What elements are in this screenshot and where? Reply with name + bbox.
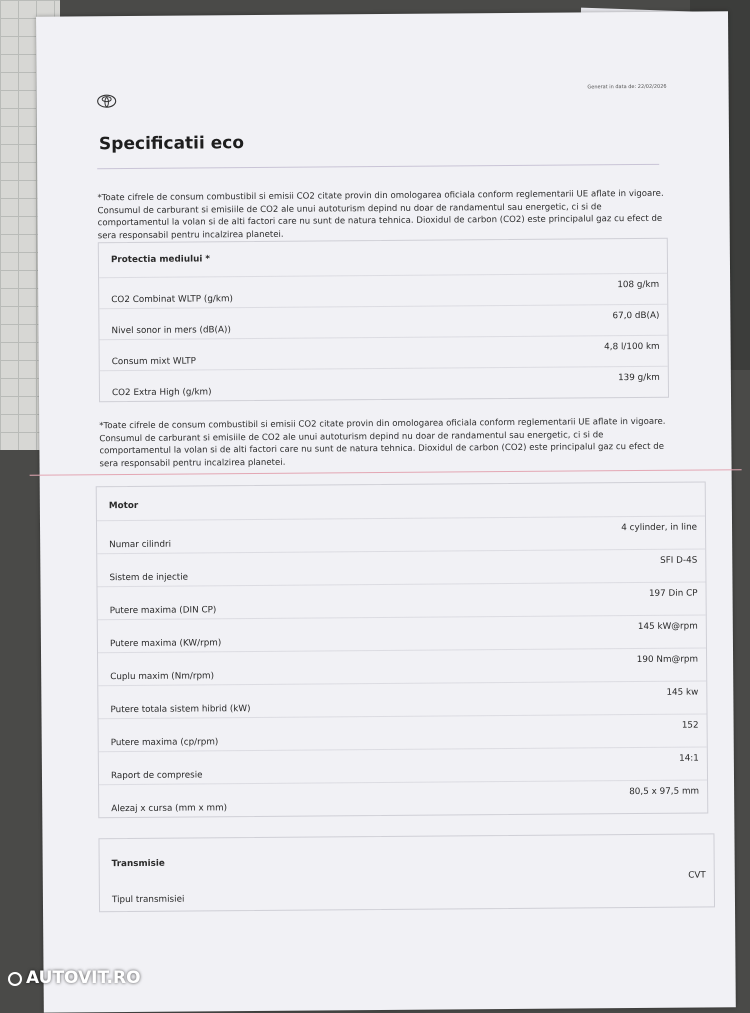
table-header-row [97,482,705,520]
table-header: Transmisie [111,858,165,870]
watermark-text: AUTOVIT.RO [26,968,141,988]
row-value: CVT [688,870,706,881]
row-value: 4 cylinder, in line [621,522,698,534]
row-label: Consum mixt WLTP [111,356,196,368]
row-label: CO2 Combinat WLTP (g/km) [111,294,234,306]
row-value: 80,5 x 97,5 mm [629,786,700,798]
row-label: Putere maxima (KW/rpm) [109,638,222,650]
toyota-logo-icon [97,94,117,108]
row-label: Tipul transmisiei [111,894,185,906]
row-label: Sistem de injectie [109,572,189,584]
row-value: 14:1 [679,753,699,764]
row-value: 145 kW@rpm [637,621,698,633]
row-value: 67,0 dB(A) [612,310,660,322]
row-label: Putere maxima (cp/rpm) [110,737,219,749]
disclaimer-text: *Toate cifrele de consum combustibil si emisii CO2 citate provin din omologarea oficiala conform reglementarii UE aflate in vigoare. Consumul de carburant si emisiile de CO2 ale unui autoturism depind nu doar de randamentul sau energetic, ci si de comportamentul la volan si de alti factori care nu sunt de natura tehnica. Dioxidul de carbon (CO2) este principalul gaz cu efect de sera responsabil pentru incalzirea planetei. [97,188,664,242]
table-header-row [99,834,713,875]
spec-sheet-page [36,11,736,1012]
row-value: SFI D-4S [660,555,698,566]
row-value: 197 Din CP [648,588,698,599]
disclaimer-text: *Toate cifrele de consum combustibil si emisii CO2 citate provin din omologarea oficiala conform reglementarii UE aflate in vigoare. Consumul de carburant si emisiile de CO2 ale unui autoturism depind nu doar de randamentul sau energetic, ci si de comportamentul la volan si de alti factori care nu sunt de natura tehnica. Dioxidul de carbon (CO2) este principalul gaz cu efect de sera responsabil pentru incalzirea planetei. [99,416,666,470]
row-value: 4,8 l/100 km [604,341,660,353]
row-label: Cuplu maxim (Nm/rpm) [110,671,215,683]
table-row [99,779,707,818]
table-header: Protectia mediului * [110,254,211,266]
table-row [100,366,668,402]
page-title: Specificatii eco [98,133,245,155]
row-value: 190 Nm@rpm [636,654,699,666]
row-value: 145 kw [666,687,699,698]
row-value: 139 g/km [618,372,660,384]
row-label: CO2 Extra High (g/km) [111,387,212,399]
autovit-watermark [8,968,141,988]
table-header: Motor [108,500,139,512]
row-label: Numar cilindri [109,539,172,551]
row-label: Putere totala sistem hibrid (kW) [110,704,251,716]
row-label: Alezaj x cursa (mm x mm) [111,803,228,815]
row-label: Raport de compresie [110,770,203,782]
table-header-row [99,239,667,277]
generated-date: Generat in data de: 22/02/2026 [587,83,667,91]
environment-table [98,238,669,402]
row-value: 152 [681,720,699,731]
title-divider [97,164,659,169]
row-label: Putere maxima (DIN CP) [109,605,217,617]
motor-table [96,481,709,818]
autovit-logo-icon [8,972,22,986]
row-value: 108 g/km [617,279,660,291]
table-row [100,870,714,911]
transmission-table [98,833,715,912]
row-label: Nivel sonor in mers (dB(A)) [111,325,231,337]
